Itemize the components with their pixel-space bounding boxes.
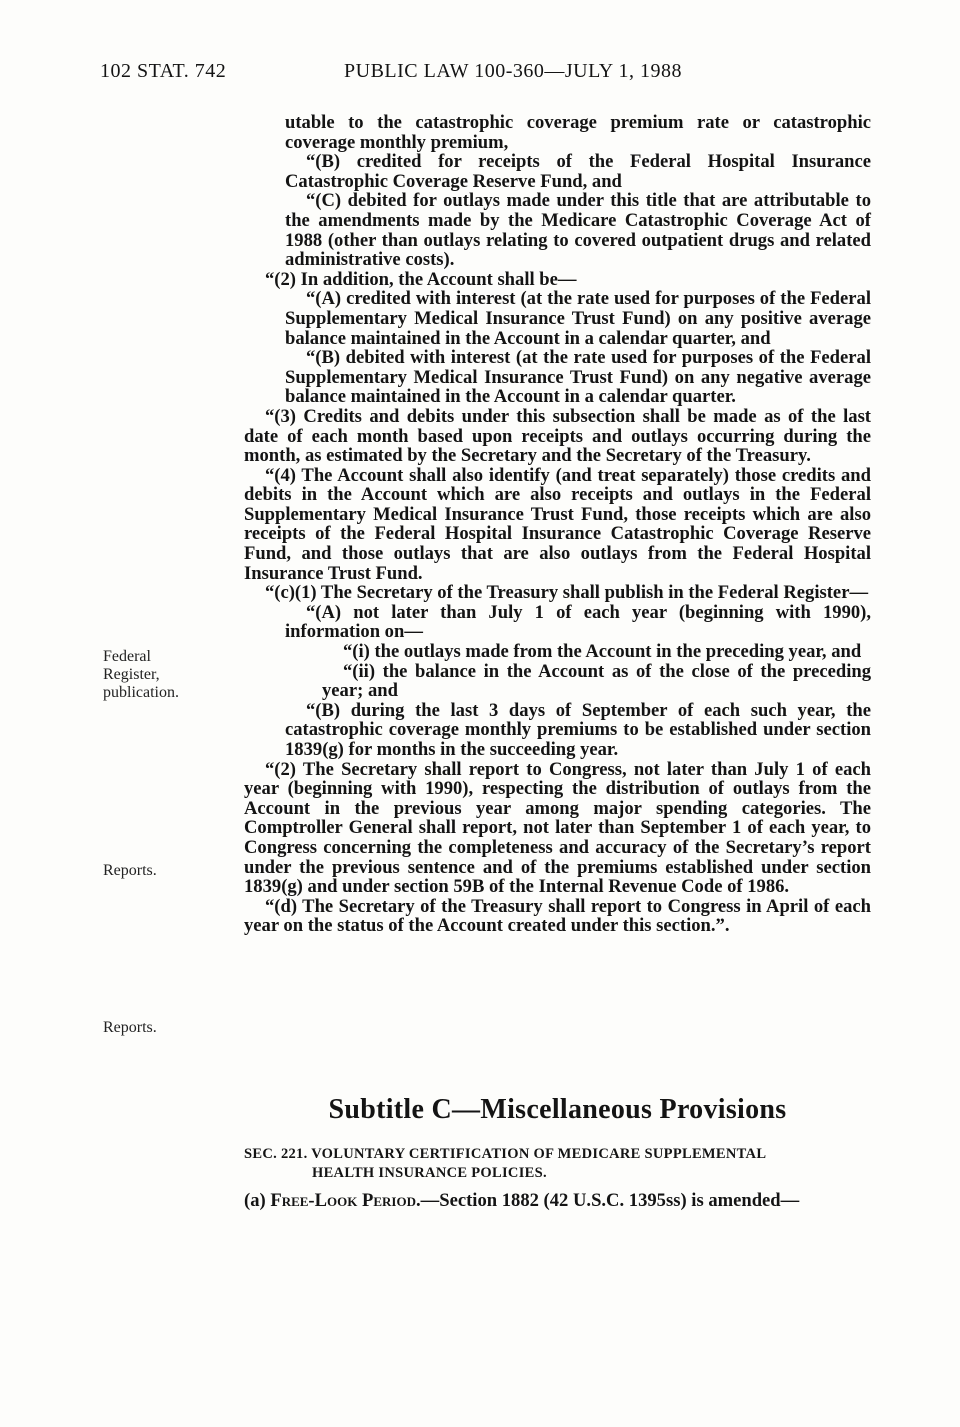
law-title: PUBLIC LAW 100-360—JULY 1, 1988 bbox=[344, 60, 682, 82]
paragraph-c1a-ii: “(ii) the balance in the Account as of the close of the preceding year; and bbox=[322, 660, 871, 702]
paragraph-c1: “(c)(1) The Secretary of the Treasury shall publish in the Federal Register— bbox=[265, 582, 869, 604]
paragraph-c: “(C) debited for outlays made under this title that are attributable to the amendments made by the Medicare Catastrophic Coverage Act of 1988 (other than outlays relating to covered outpatient drugs and related administrative costs). bbox=[285, 190, 871, 271]
paragraph-4: “(4) The Account shall also identify (and treat separately) those credits and debits in the Account which are also receipts and outlays in the Federal Supplementary Medical Insurance Trust Fund, those receipts which are also receipts of the Federal Hospital Insurance Catastrophic Coverage Reserve Fund, and those outlays that are also outlays from the Federal Hospital Insurance Trust Fund. bbox=[244, 464, 871, 584]
section-subsection-a bbox=[244, 1190, 871, 1211]
paragraph-2b: “(B) debited with interest (at the rate used for purposes of the Federal Supplementary Medical Insurance Trust Fund) on any negative average balance maintained in the Account in a calendar quarter. bbox=[285, 347, 871, 408]
subsection-label: (a) bbox=[244, 1190, 271, 1211]
paragraph-2: “(2) In addition, the Account shall be— bbox=[265, 268, 577, 290]
subsection-heading: Free-Look Period. bbox=[270, 1190, 421, 1211]
paragraph-d: “(d) The Secretary of the Treasury shall report to Congress in April of each year on the status of the Account created under this section.”. bbox=[244, 895, 871, 937]
body-text bbox=[244, 113, 871, 936]
margin-note-reports-2: Reports. bbox=[103, 1019, 157, 1036]
margin-note-federal-register bbox=[103, 648, 179, 702]
page-header bbox=[100, 60, 880, 90]
paragraph-c1b: “(B) during the last 3 days of September of each such year, the catastrophic coverage monthly premiums to be established under section 1839(g) for months in the succeeding year. bbox=[285, 699, 871, 760]
section-heading-line: HEALTH INSURANCE POLICIES. bbox=[312, 1165, 547, 1181]
paragraph-c1a: “(A) not later than July 1 of each year (beginning with 1990), information on— bbox=[285, 601, 871, 643]
paragraph-b: “(B) credited for receipts of the Federal Hospital Insurance Catastrophic Coverage Reserve Fund, and bbox=[285, 151, 871, 192]
section-heading-line: SEC. 221. VOLUNTARY CERTIFICATION OF MEDICARE SUPPLEMENTAL bbox=[244, 1146, 767, 1162]
paragraph-2a: “(A) credited with interest (at the rate used for purposes of the Federal Supplementary Medical Insurance Trust Fund) on any positive average balance maintained in the Account in a calendar quarter, and bbox=[285, 288, 871, 349]
section-heading bbox=[244, 1145, 871, 1183]
paragraph-c2: “(2) The Secretary shall report to Congress, not later than July 1 of each year (beginning with 1990), respecting the distribution of outlays from the Account in the previous year among major spending categories. The Comptroller General shall report, not later than September 1 of each year, to Congress concerning the completeness and accuracy of the Secretary’s report under the previous sentence and of the premiums established under section 1839(g) and under section 59B of the Internal Revenue Code of 1986. bbox=[244, 758, 871, 898]
paragraph-3: “(3) Credits and debits under this subsection shall be made as of the last date of each month based upon receipts and outlays occurring during the month, as estimated by the Secretary and the Secretary of the Treasury. bbox=[244, 405, 871, 467]
paragraph-c1a-i: “(i) the outlays made from the Account in the preceding year, and bbox=[343, 641, 862, 663]
margin-note-line: Register, bbox=[103, 666, 160, 683]
subtitle-heading: Subtitle C—Miscellaneous Provisions bbox=[328, 1094, 787, 1125]
margin-note-line: Federal bbox=[103, 648, 151, 665]
margin-note-line: publication. bbox=[103, 684, 179, 701]
subsection-text: —Section 1882 (42 U.S.C. 1395ss) is amended— bbox=[420, 1190, 800, 1211]
stat-reference: 102 STAT. 742 bbox=[100, 60, 227, 82]
margin-note-reports: Reports. bbox=[103, 862, 157, 879]
paragraph-a-continued: utable to the catastrophic coverage premium rate or catastrophic coverage monthly premium, bbox=[285, 112, 871, 153]
